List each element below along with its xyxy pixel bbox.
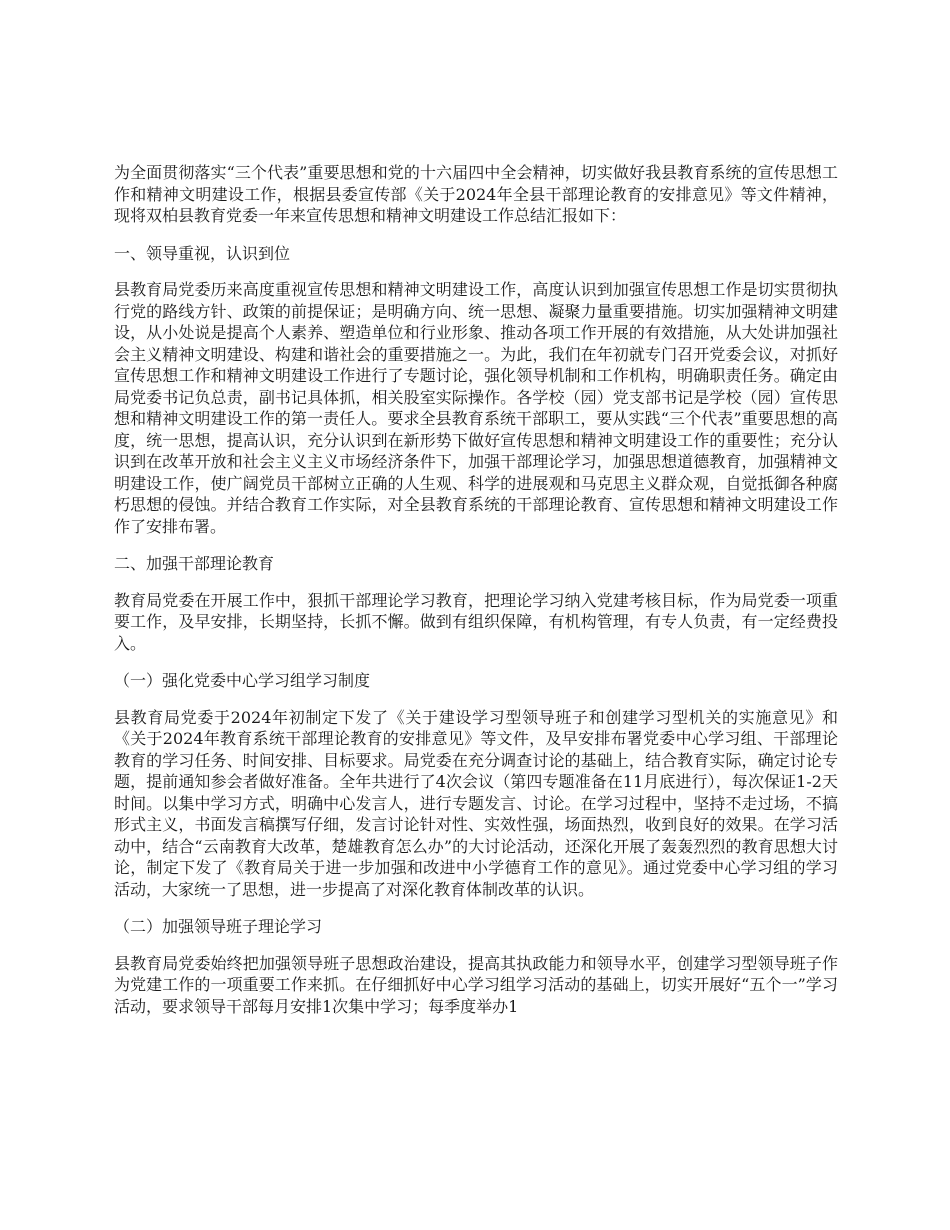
- intro-paragraph: 为全面贯彻落实“三个代表”重要思想和党的十六届四中全会精神，切实做好我县教育系统的宣传思想工作和精神文明建设工作，根据县委宣传部《关于2024年全县干部理论教育的安排意见》等文件精神，现将双柏县教育党委一年来宣传思想和精神文明建设工作总结汇报如下：: [114, 163, 838, 225]
- document-body: [114, 162, 838, 1033]
- section-2-paragraph: 教育局党委在开展工作中，狠抓干部理论学习教育，把理论学习纳入党建考核目标，作为局党委一项重要工作，及早安排，长期坚持，长抓不懈。做到有组织保障，有机构管理，有专人负责，有一定经费投入。: [114, 590, 838, 653]
- subsection-heading-1: （一）强化党委中心学习组学习制度: [114, 671, 371, 690]
- subsection-1-paragraph: 县教育局党委于2024年初制定下发了《关于建设学习型领导班子和创建学习型机关的实施意见》和《关于2024年教育系统干部理论教育的安排意见》等文件，及早安排布署党委中心学习组、干部理论教育的学习任务、时间安排、目标要求。局党委在充分调查讨论的基础上，结合教育实际，确定讨论专题，提前通知参会者做好准备。全年共进行了4次会议（第四专题准备在11月底进行），每次保证1-2天时间。以集中学习方式，明确中心发言人，进行专题发言、讨论。在学习过程中，坚持不走过场，不搞形式主义，书面发言稿撰写仔细，发言讨论针对性、实效性强，场面热烈，收到良好的效果。在学习活动中，结合“云南教育大改革，楚雄教育怎么办”的大讨论活动，还深化开展了轰轰烈烈的教育思想大讨论，制定下发了《教育局关于进一步加强和改进中小学德育工作的意见》。通过党委中心学习组的学习活动，大家统一了思想，进一步提高了对深化教育体制改革的认识。: [114, 707, 838, 899]
- section-heading-2: 二、加强干部理论教育: [114, 554, 275, 573]
- section-1-paragraph: 县教育局党委历来高度重视宣传思想和精神文明建设工作，高度认识到加强宣传思想工作是切实贯彻执行党的路线方针、政策的前提保证；是明确方向、统一思想、凝聚力量重要措施。切实加强精神文明建设，从小处说是提高个人素养、塑造单位和行业形象、推动各项工作开展的有效措施，从大处讲加强社会主义精神文明建设、构建和谐社会的重要措施之一。为此，我们在年初就专门召开党委会议，对抓好宣传思想工作和精神文明建设工作进行了专题讨论，强化领导机制和工作机构，明确职责任务。确定由局党委书记负总责，副书记具体抓，相关股室实际操作。各学校（园）党支部书记是学校（园）宣传思想和精神文明建设工作的第一责任人。要求全县教育系统干部职工，要从实践“三个代表”重要思想的高度，统一思想，提高认识，充分认识到在新形势下做好宣传思想和精神文明建设工作的重要性；充分认识到在改革开放和社会主义主义市场经济条件下，加强干部理论学习，加强思想道德教育，加强精神文明建设工作，使广阔党员干部树立正确的人生观、科学的进展观和马克思主义群众观，自觉抵御各种腐朽思想的侵蚀。并结合教育工作实际，对全县教育系统的干部理论教育、宣传思想和精神文明建设工作作了安排布署。: [114, 280, 838, 536]
- subsection-2-paragraph: 县教育局党委始终把加强领导班子思想政治建设，提高其执政能力和领导水平，创建学习型领导班子作为党建工作的一项重要工作来抓。在仔细抓好中心学习组学习活动的基础上，切实开展好“五个一”学习活动，要求领导干部每月安排1次集中学习；每季度举办1: [114, 953, 838, 1016]
- subsection-heading-2: （二）加强领导班子理论学习: [114, 917, 323, 936]
- section-heading-1: 一、领导重视，认识到位: [114, 243, 291, 263]
